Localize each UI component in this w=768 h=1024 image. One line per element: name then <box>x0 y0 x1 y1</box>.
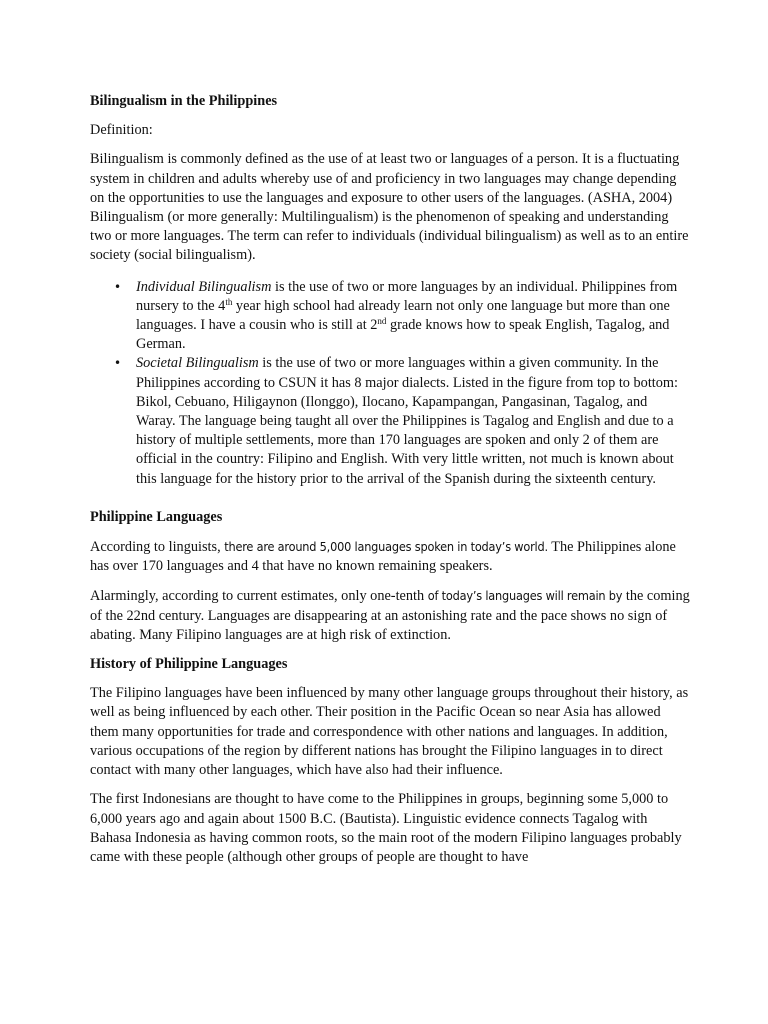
paragraph-text: The Philippines alone has over 170 languages and 4 that have no known remaining speakers. <box>90 539 676 575</box>
superscript: nd <box>377 316 387 327</box>
bullet-icon: • <box>114 356 122 371</box>
section-heading-history: History of Philippine Languages <box>90 656 288 673</box>
term-societal-bilingualism: Societal Bilingualism <box>136 355 259 372</box>
paragraph: The first Indonesians are thought to have come to the Philippines in groups, beginning some 5,000 to 6,000 years ago and again about 1500 B.C. (Bautista). Linguistic evidence connects Tagalog with Bahasa Indonesia as having common roots, so the main root of the modern Filipino languages probably came with these people (although other groups of people are thought to have <box>90 791 682 865</box>
paragraph-text: Alarmingly, according to current estimates, only one-tenth <box>90 588 428 605</box>
paragraph-text: According to linguists, <box>90 539 225 556</box>
paragraph <box>90 537 690 576</box>
list-item-text: grade knows how to speak English, Tagalog, and German. <box>136 317 670 353</box>
bilingualism-types-list <box>90 278 690 489</box>
list-item <box>90 354 690 488</box>
list-item-text: is the use of two or more languages by an individual. Philippines from nursery to the 4 <box>136 278 678 314</box>
list-item <box>90 278 690 355</box>
definition-paragraph: Bilingualism is commonly defined as the use of at least two or languages of a person. It is a fluctuating system in children and adults whereby use of and proficiency in two languages may change depending on the opportunities to use the languages and exposure to other users of the languages. (ASHA, 2004) Bilingualism (or more generally: Multilingualism) is the phenomenon of speaking and understanding two or more languages. The term can refer to individuals (individual bilingualism) as well as to an entire society (social bilingualism). <box>90 151 689 264</box>
superscript: th <box>225 296 233 307</box>
paragraph-text: there are around 5,000 languages spoken in today’s world. <box>224 539 548 555</box>
definition-label: Definition: <box>90 122 153 139</box>
document-page <box>90 92 690 867</box>
list-item-text: is the use of two or more languages within a given community. In the Philippines according to CSUN it has 8 major dialects. Listed in the figure from top to bottom: Bikol, Cebuano, Hiligaynon (Ilonggo), Ilocano, Kapampangan, Pangasinan, Tagalog, and Waray. The language being taught all over the Philippines is Tagalog and English and due to a history of multiple settlements, more than 170 languages are spoken and only 2 of them are official in the country: Filipino and English. With very little written, not much is known about this language for the history prior to the arrival of the Spanish during the sixteenth century. <box>136 355 679 487</box>
paragraph-text: of today’s languages will remain by <box>427 588 623 604</box>
paragraph-text: the coming of the 22nd century. Languages are disappearing at an astonishing rate and the pace shows no sign of abating. Many Filipino languages are at high risk of extinction. <box>90 588 690 643</box>
bullet-icon: • <box>114 279 122 294</box>
term-individual-bilingualism: Individual Bilingualism <box>136 278 272 295</box>
paragraph: The Filipino languages have been influenced by many other language groups throughout their history, as well as being influenced by each other. Their position in the Pacific Ocean so near Asia has allowed them many opportunities for trade and correspondence with other nations and languages. In addition, various occupations of the region by different nations has brought the Filipino languages in to direct contact with many other languages, which have also had their influence. <box>90 685 689 779</box>
paragraph <box>90 586 690 645</box>
list-item-text: year high school had already learn not only one language but more than one languages. I have a cousin who is still at 2 <box>136 297 670 334</box>
document-title: Bilingualism in the Philippines <box>90 93 278 109</box>
section-heading-philippine-languages: Philippine Languages <box>90 508 223 525</box>
